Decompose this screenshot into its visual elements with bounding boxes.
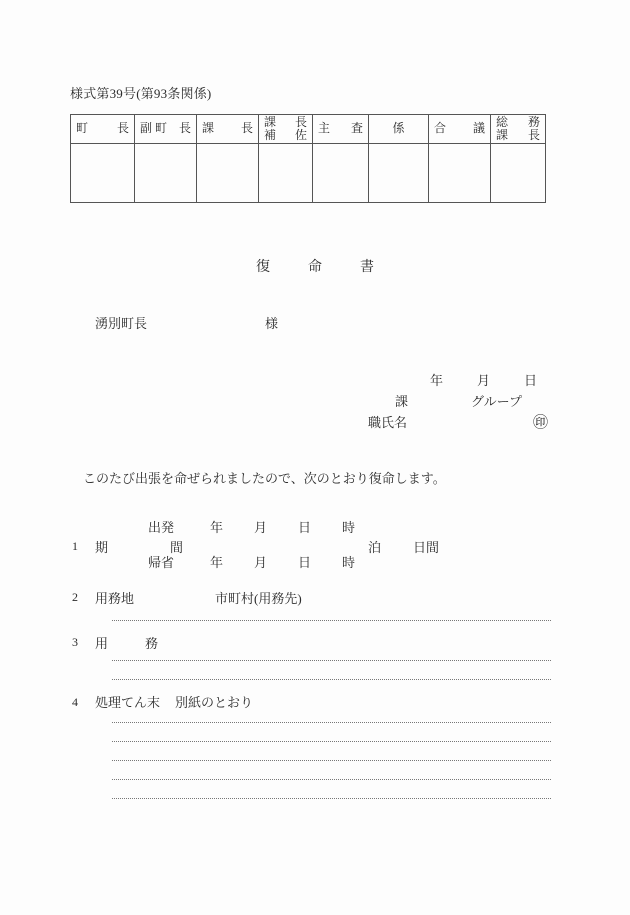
stamp-cell-senior-examiner[interactable] <box>313 144 369 203</box>
period-departure-row <box>148 517 386 536</box>
departure-month: 月 <box>254 520 268 535</box>
item-3-label: 用 務 <box>95 636 171 651</box>
item-2-label: 用務地 <box>95 591 135 606</box>
rule-line <box>112 660 551 661</box>
stamp-cell-assistant-section-chief[interactable] <box>259 144 313 203</box>
period-return-row <box>148 552 386 571</box>
cell-text: 長 <box>294 114 307 129</box>
table-header-row <box>71 115 546 144</box>
cell-text: 町 <box>76 121 89 136</box>
stamp-header-mayor <box>71 115 135 144</box>
rule-line <box>112 741 551 742</box>
cell-text: 長 <box>527 128 540 142</box>
stamp-cell-consultation[interactable] <box>429 144 491 203</box>
days-label: 日間 <box>413 540 440 555</box>
cell-text: 総 <box>496 114 509 129</box>
item-4-label: 処理てん末 <box>95 695 161 710</box>
date-year-label: 年 <box>430 373 444 388</box>
cell-text: 主 <box>318 121 331 136</box>
cell-text: 査 <box>350 121 363 136</box>
cell-text: 補 <box>264 128 277 142</box>
item-4-number: 4 <box>72 695 78 709</box>
addressee-honorific: 様 <box>265 316 279 331</box>
rule-line <box>112 779 551 780</box>
item-2-value: 市町村(用務先) <box>215 591 302 606</box>
cell-text: 長 <box>240 121 253 136</box>
title-name-label: 職氏名 <box>368 415 408 430</box>
cell-text: 課 <box>202 121 215 136</box>
rule-line <box>112 798 551 799</box>
departure-label: 出発 <box>148 520 175 535</box>
group-label: グループ <box>471 394 522 409</box>
body-sentence: このたび出張を命ぜられましたので、次のとおり復命します。 <box>83 471 446 486</box>
stamp-cell-deputy-mayor[interactable] <box>135 144 197 203</box>
addressee-line <box>95 313 278 332</box>
cell-text: 合 <box>434 121 447 136</box>
return-hour: 時 <box>342 555 356 570</box>
cell-text: 長 <box>116 121 129 136</box>
stamp-header-senior-examiner <box>313 115 369 144</box>
return-month: 月 <box>254 555 268 570</box>
page-title: 復命書 <box>256 260 412 275</box>
nights-label: 泊 <box>368 540 382 555</box>
return-label: 帰省 <box>148 555 175 570</box>
addressee-name: 湧別町長 <box>95 316 148 331</box>
item-1-label: 期 間 <box>95 540 196 555</box>
rule-line <box>112 679 551 680</box>
stamp-cell-mayor[interactable] <box>71 144 135 203</box>
cell-text: 長 <box>178 121 191 136</box>
department-label: 課 <box>395 394 409 409</box>
cell-text: 課 <box>496 128 509 142</box>
cell-text: 副 町 <box>140 121 168 136</box>
approval-stamp-table <box>70 114 546 203</box>
date-line <box>430 370 537 389</box>
departure-year: 年 <box>210 520 224 535</box>
cell-text: 佐 <box>294 128 307 142</box>
stamp-cell-clerk[interactable] <box>369 144 429 203</box>
stamp-cell-general-affairs-chief[interactable] <box>491 144 546 203</box>
cell-text: 務 <box>527 114 540 129</box>
form-number: 様式第39号(第93条関係) <box>70 86 212 101</box>
departure-day: 日 <box>298 520 312 535</box>
table-signature-row <box>71 144 546 203</box>
stamp-header-section-chief <box>197 115 259 144</box>
rule-line <box>112 722 551 723</box>
stamp-cell-section-chief[interactable] <box>197 144 259 203</box>
return-year: 年 <box>210 555 224 570</box>
stamp-header-deputy-mayor <box>135 115 197 144</box>
item-2-number: 2 <box>72 590 78 604</box>
date-month-label: 月 <box>477 373 491 388</box>
item-1-number: 1 <box>72 539 78 553</box>
cell-text: 係 <box>392 121 405 136</box>
cell-text: 課 <box>264 114 277 129</box>
item-3-number: 3 <box>72 635 78 649</box>
date-day-label: 日 <box>524 373 538 388</box>
rule-line <box>112 620 551 621</box>
departure-hour: 時 <box>342 520 356 535</box>
rule-line <box>112 760 551 761</box>
cell-text: 議 <box>472 121 485 136</box>
seal-icon: ㊞ <box>533 415 549 431</box>
stamp-header-assistant-section-chief <box>259 115 313 144</box>
stamp-header-clerk <box>369 115 429 144</box>
return-day: 日 <box>298 555 312 570</box>
stamp-header-consultation <box>429 115 491 144</box>
stamp-header-general-affairs-chief <box>491 115 546 144</box>
item-4-value: 別紙のとおり <box>175 695 254 710</box>
name-line <box>368 411 548 432</box>
department-line <box>395 391 522 410</box>
